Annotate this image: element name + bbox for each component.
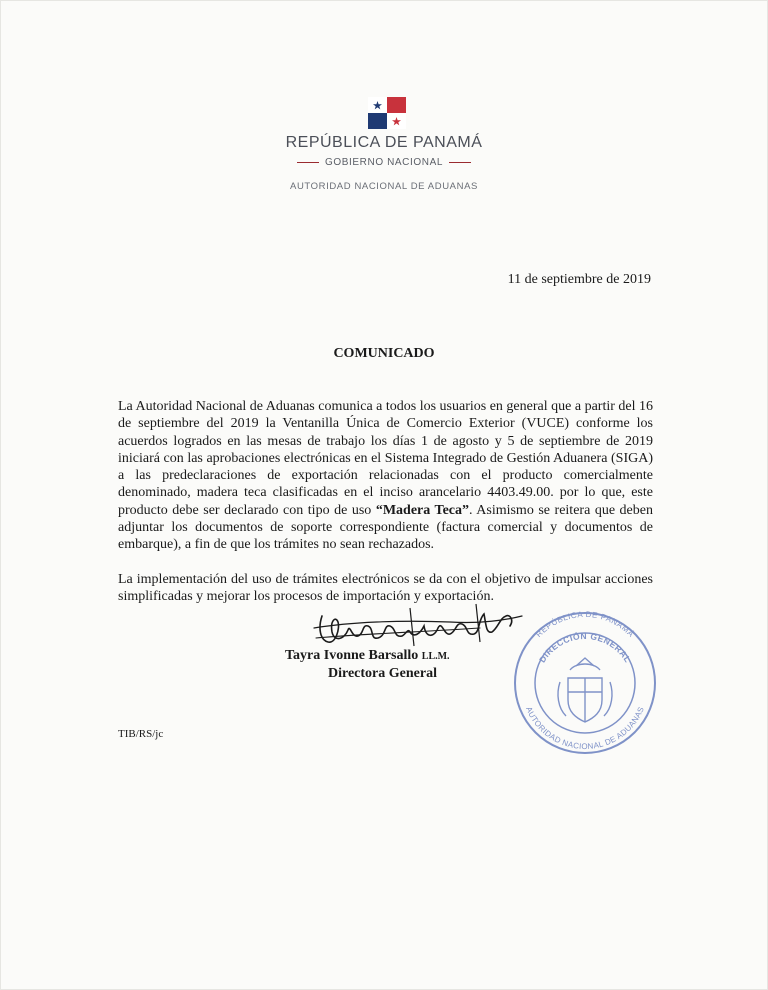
header-government-line (0, 157, 768, 168)
stamp-bottom-text: AUTORIDAD NACIONAL DE ADUANAS (524, 705, 646, 752)
header-rule-right (449, 162, 471, 163)
reference-initials: TIB/RS/jc (118, 728, 164, 740)
header-government: GOBIERNO NACIONAL (325, 157, 443, 168)
header-country: REPÚBLICA DE PANAMÁ (285, 134, 483, 151)
paragraph-1-emphasis: “Madera Teca” (375, 502, 469, 518)
paragraph-2: La implementación del uso de trámites electrónicos se da con el objetivo de impulsar acciones simplificadas y mejorar los procesos de importación y exportación. (118, 571, 653, 604)
document-body (118, 398, 653, 622)
paragraph-1-intro: La Autoridad Nacional de Aduanas comunica a todos los usuarios en general que a partir del 16 de septiembre del 2019 la Ventanilla Única de Comercio Exterior (VUCE) conforme los acuerdos logrados en las mesas de trabajo los días 1 de agosto y 5 de septiembre de 2019 iniciará con las aprobaciones electrónicas en el Sistema Integrado de Gestión Aduanera (SIGA) a las predeclaraciones de exportación relacionadas con el producto comercialmente denominado, madera teca clasificadas en el inciso arancelario 4403.49.00. por lo que, este producto debe ser declarado con tipo de uso (118, 399, 653, 518)
panama-flag-icon (368, 97, 406, 129)
stamp-middle-text: DIRECCIÓN GENERAL (536, 630, 634, 665)
official-seal-stamp (510, 608, 660, 758)
stamp-top-text: REPÚBLICA DE PANAMÁ (534, 609, 636, 639)
signer-name-text: Tayra Ivonne Barsallo (285, 648, 419, 663)
header-rule-left (297, 162, 319, 163)
paragraph-1-outro: . Asimismo se reitera que deben adjuntar los documentos de soporte correspondiente (factura comercial y documentos de embarque), a fin de que los trámites no sean rechazados. (118, 502, 653, 553)
paragraph-1 (118, 398, 653, 554)
signer-suffix: LL.M. (421, 651, 450, 662)
header-agency: AUTORIDAD NACIONAL DE ADUANAS (290, 181, 478, 192)
signer-title: Directora General (328, 666, 437, 681)
document-date: 11 de septiembre de 2019 (507, 272, 651, 287)
coat-of-arms-icon (558, 658, 612, 722)
signer-name (285, 648, 450, 664)
svg-text:DIRECCIÓN GENERAL (537, 630, 633, 664)
document-title: COMUNICADO (333, 346, 435, 361)
